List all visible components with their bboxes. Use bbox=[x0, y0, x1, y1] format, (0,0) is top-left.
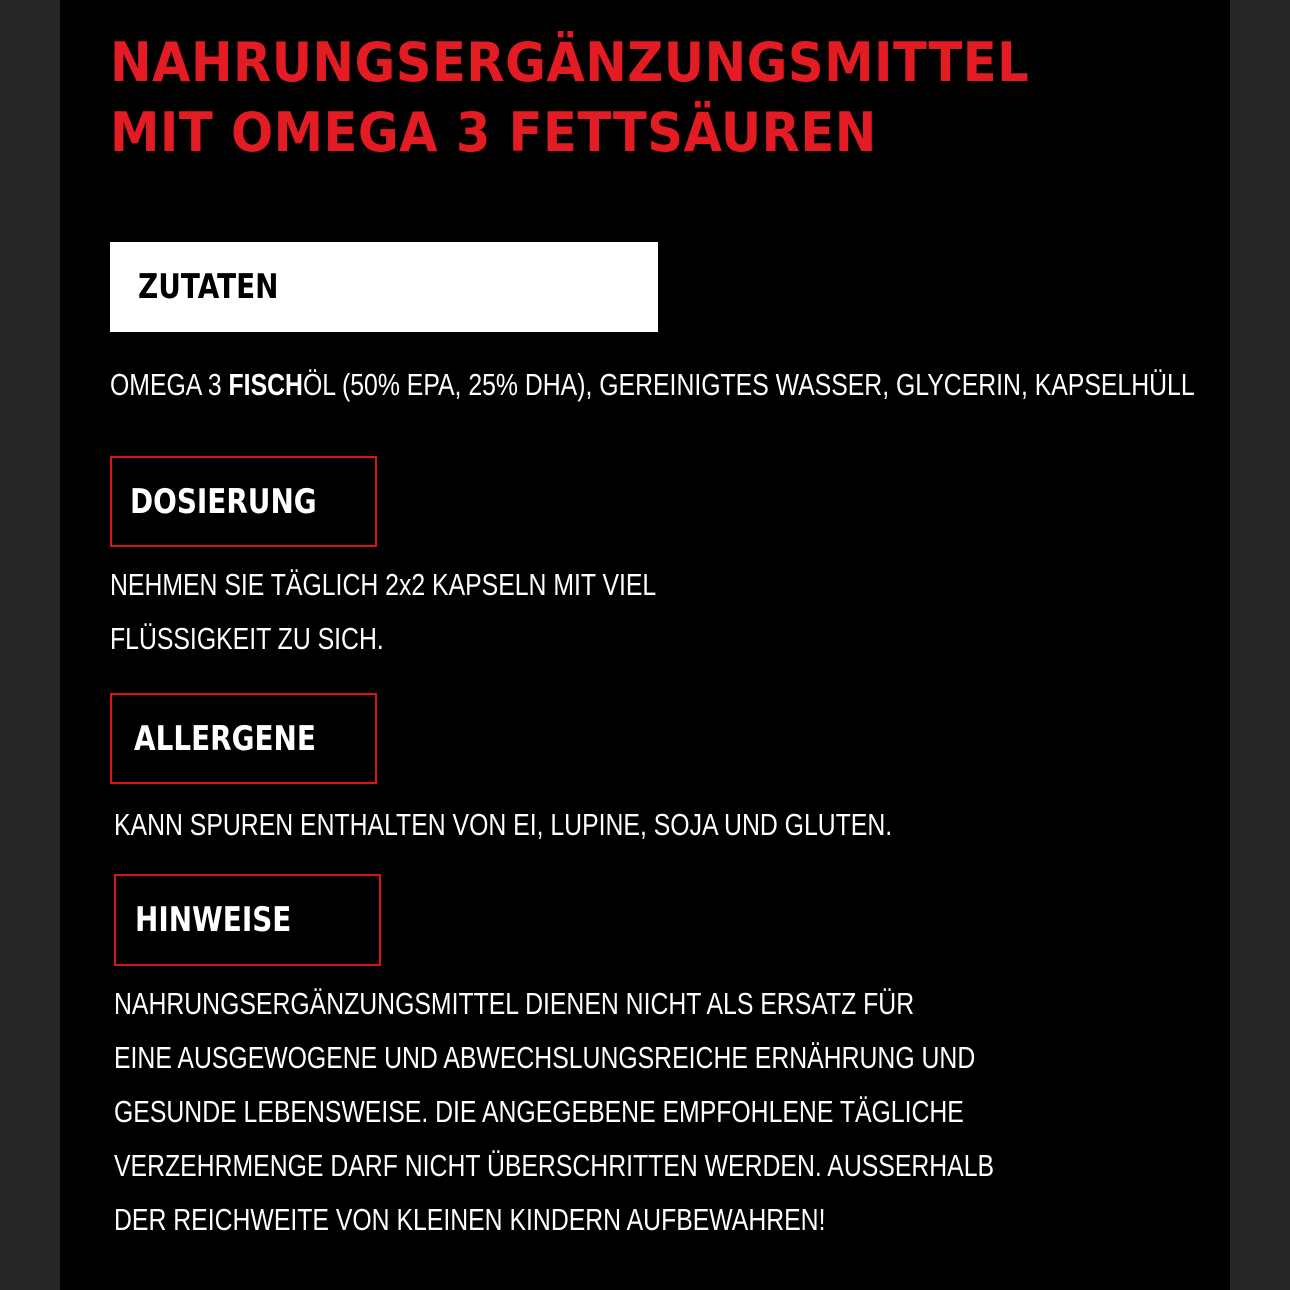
dosierung-text bbox=[110, 558, 656, 666]
hinweise-line: NAHRUNGSERGÄNZUNGSMITTEL DIENEN NICHT ALS ERSATZ FÜR bbox=[114, 986, 915, 1021]
title-line-1: NAHRUNGSERGÄNZUNGSMITTEL bbox=[110, 31, 1030, 94]
product-info-panel bbox=[60, 0, 1230, 1290]
allergene-text bbox=[114, 798, 892, 852]
hinweise-text bbox=[114, 977, 994, 1247]
zutaten-text-bold: FISCH bbox=[228, 367, 303, 402]
allergene-heading: ALLERGENE bbox=[110, 693, 377, 784]
zutaten-heading: ZUTATEN bbox=[110, 242, 658, 332]
hinweise-line: VERZEHRMENGE DARF NICHT ÜBERSCHRITTEN WERDEN. AUSSERHALB bbox=[114, 1148, 995, 1183]
zutaten-text bbox=[110, 358, 1195, 412]
zutaten-text-prefix: OMEGA 3 bbox=[110, 367, 229, 402]
allergene-line: KANN SPUREN ENTHALTEN VON EI, LUPINE, SOJA UND GLUTEN. bbox=[114, 807, 893, 842]
dosierung-line: NEHMEN SIE TÄGLICH 2x2 KAPSELN MIT VIEL bbox=[110, 567, 657, 602]
hinweise-line: EINE AUSGEWOGENE UND ABWECHSLUNGSREICHE ERNÄHRUNG UND bbox=[114, 1040, 976, 1075]
dosierung-line: FLÜSSIGKEIT ZU SICH. bbox=[110, 621, 384, 656]
hinweise-heading: HINWEISE bbox=[114, 874, 381, 966]
hinweise-line: DER REICHWEITE VON KLEINEN KINDERN AUFBEWAHREN! bbox=[114, 1202, 826, 1237]
hinweise-line: GESUNDE LEBENSWEISE. DIE ANGEGEBENE EMPFOHLENE TÄGLICHE bbox=[114, 1094, 964, 1129]
title-line-2: MIT OMEGA 3 FETTSÄUREN bbox=[110, 101, 877, 164]
zutaten-text-rest: ÖL (50% EPA, 25% DHA), GEREINIGTES WASSER, GLYCERIN, KAPSELHÜLL bbox=[302, 367, 1195, 402]
dosierung-heading: DOSIERUNG bbox=[110, 456, 377, 547]
page-title bbox=[110, 28, 1029, 168]
